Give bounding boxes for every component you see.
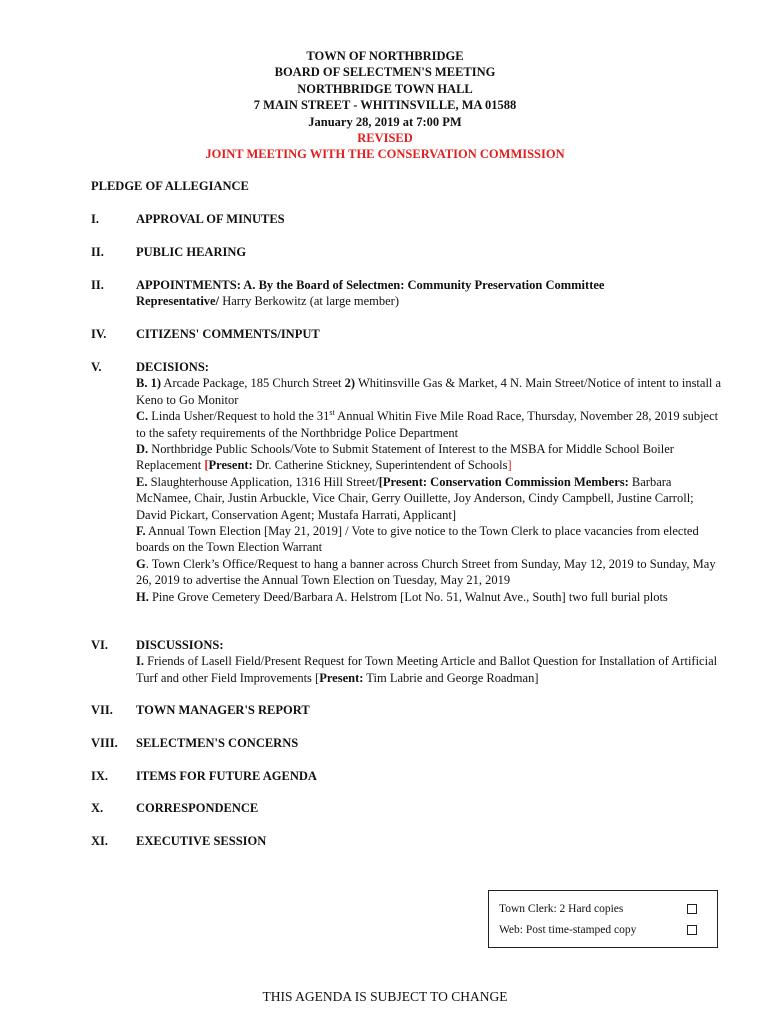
item-number: II. bbox=[91, 278, 104, 292]
discussion-i bbox=[136, 653, 726, 686]
agenda-item-decisions bbox=[91, 359, 731, 605]
item-number: X. bbox=[91, 801, 104, 815]
item-text: Harry Berkowitz (at large member) bbox=[219, 294, 399, 309]
agenda-item bbox=[91, 702, 731, 718]
decision-d-present: Dr. Catherine Stickney, Superintendent of Schools bbox=[252, 458, 508, 473]
item-number: VI. bbox=[91, 638, 109, 652]
decision-d-label: D. bbox=[136, 442, 149, 457]
bracket: [ bbox=[204, 458, 209, 473]
decision-e bbox=[136, 474, 726, 523]
item-title-cont: Representative/ bbox=[136, 294, 220, 309]
item-title: DECISIONS: bbox=[136, 360, 209, 374]
item-title: DISCUSSIONS: bbox=[136, 638, 224, 652]
venue: NORTHBRIDGE TOWN HALL bbox=[297, 81, 473, 96]
item-number: VIII. bbox=[91, 736, 118, 750]
item-number: II. bbox=[91, 245, 104, 259]
decision-b bbox=[136, 375, 726, 408]
decision-h-text: Pine Grove Cemetery Deed/Barbara A. Helstrom [Lot No. 51, Walnut Ave., South] two full burial plots bbox=[148, 589, 668, 604]
decision-c bbox=[136, 408, 726, 441]
decision-b-text2: Whitinsville Gas & Market, 4 N. Main Street/Notice of intent to install a Keno to Go Monitor bbox=[136, 376, 722, 407]
decision-f-label: F. bbox=[136, 524, 146, 539]
decision-c-label: C. bbox=[136, 409, 149, 424]
agenda-item bbox=[91, 277, 731, 310]
clerk-row-label: Web: Post time-stamped copy bbox=[499, 924, 637, 936]
meeting-date: January 28, 2019 at 7:00 PM bbox=[308, 114, 462, 129]
decision-h bbox=[136, 589, 726, 605]
item-title: APPROVAL OF MINUTES bbox=[136, 212, 285, 226]
decision-e-text: Slaughterhouse Application, 1316 Hill Street/ bbox=[147, 474, 379, 489]
decision-e-present: Barbara McNamee, Chair, Justin Arbuckle, Vice Chair, Gerry Ouillette, Joy Anderson, Cindy Campbell, Justine Carroll; David Pickart, Conservation Agent; Mustafa Harrati, Applicant] bbox=[136, 474, 694, 522]
item-number: I. bbox=[91, 212, 99, 226]
decision-b-text: Arcade Package, 185 Church Street bbox=[161, 376, 345, 391]
decision-b-label2: 2) bbox=[344, 376, 356, 391]
item-title: ITEMS FOR FUTURE AGENDA bbox=[136, 769, 317, 783]
checkbox[interactable] bbox=[687, 925, 697, 935]
ordinal-suffix: st bbox=[329, 408, 335, 418]
footer-notice: THIS AGENDA IS SUBJECT TO CHANGE bbox=[262, 989, 508, 1004]
revised-label: REVISED bbox=[357, 131, 413, 146]
decision-c-text: Linda Usher/Request to hold the 31 bbox=[148, 409, 330, 424]
item-number: IX. bbox=[91, 769, 109, 783]
item-title: APPOINTMENTS: A. By the Board of Selectmen: Community Preservation Committee bbox=[136, 278, 605, 292]
agenda-header bbox=[0, 48, 770, 163]
discussion-i-present: Tim Labrie and George Roadman] bbox=[363, 670, 539, 685]
item-title: PUBLIC HEARING bbox=[136, 245, 247, 259]
item-number: V. bbox=[91, 360, 102, 374]
agenda-item bbox=[91, 735, 731, 751]
present-label: Present: bbox=[208, 458, 253, 473]
decision-f-text: Annual Town Election [May 21, 2019] / Vote to give notice to the Town Clerk to place vacancies from elected boards on the Town Election Warrant bbox=[136, 524, 699, 555]
clerk-row bbox=[499, 903, 709, 915]
item-number: XI. bbox=[91, 834, 109, 848]
item-number: VII. bbox=[91, 703, 113, 717]
discussion-i-text: Friends of Lasell Field/Present Request for Town Meeting Article and Ballot Question for Installation of Artificial Turf and other Field Improvements [ bbox=[136, 654, 718, 685]
item-title: CITIZENS' COMMENTS/INPUT bbox=[136, 327, 320, 341]
decision-g-label: G bbox=[136, 556, 146, 571]
decision-d bbox=[136, 441, 726, 474]
present-label: Present: bbox=[319, 670, 364, 685]
decision-g bbox=[136, 556, 726, 589]
clerk-row-label: Town Clerk: 2 Hard copies bbox=[499, 903, 624, 915]
decision-g-text: . Town Clerk’s Office/Request to hang a banner across Church Street from Sunday, May 12, 2019 to Sunday, May 26, 2019 to advertise the Annual Town Election on Tuesday, May 21, 2019 bbox=[136, 556, 716, 588]
bracket: ] bbox=[507, 458, 512, 473]
decision-f bbox=[136, 523, 726, 556]
agenda-item bbox=[91, 800, 731, 816]
clerk-distribution-box bbox=[488, 890, 718, 948]
agenda-item-discussions bbox=[91, 637, 731, 686]
decision-h-label: H. bbox=[136, 589, 149, 604]
decision-d-text: Northbridge Public Schools/Vote to Submit Statement of Interest to the MSBA for Middle School Boiler Replacement bbox=[136, 442, 674, 473]
clerk-row bbox=[499, 924, 709, 936]
agenda-item bbox=[91, 211, 731, 227]
checkbox[interactable] bbox=[687, 904, 697, 914]
agenda-item bbox=[91, 326, 731, 342]
decision-e-label: E. bbox=[136, 474, 148, 489]
discussion-i-label: I. bbox=[136, 654, 144, 669]
item-title: EXECUTIVE SESSION bbox=[136, 834, 267, 848]
address: 7 MAIN STREET - WHITINSVILLE, MA 01588 bbox=[253, 98, 517, 113]
item-number: IV. bbox=[91, 327, 107, 341]
joint-meeting-label: JOINT MEETING WITH THE CONSERVATION COMMISSION bbox=[205, 147, 565, 162]
agenda-item bbox=[91, 768, 731, 784]
agenda-item bbox=[91, 833, 731, 849]
present-label: [Present: Conservation Commission Members: bbox=[378, 474, 629, 489]
decision-b-label: B. 1) bbox=[136, 376, 161, 391]
item-title: TOWN MANAGER'S REPORT bbox=[136, 703, 310, 717]
town-name: TOWN OF NORTHBRIDGE bbox=[306, 49, 464, 63]
item-title: SELECTMEN'S CONCERNS bbox=[136, 736, 299, 750]
item-title: CORRESPONDENCE bbox=[136, 801, 259, 815]
agenda-item bbox=[91, 244, 731, 260]
decision-c-text2: Annual Whitin Five Mile Road Race, Thursday, November 28, 2019 subject to the safety requirements of the Northbridge Police Department bbox=[136, 409, 719, 440]
pledge-heading: PLEDGE OF ALLEGIANCE bbox=[91, 179, 249, 193]
meeting-name: BOARD OF SELECTMEN'S MEETING bbox=[274, 65, 496, 80]
